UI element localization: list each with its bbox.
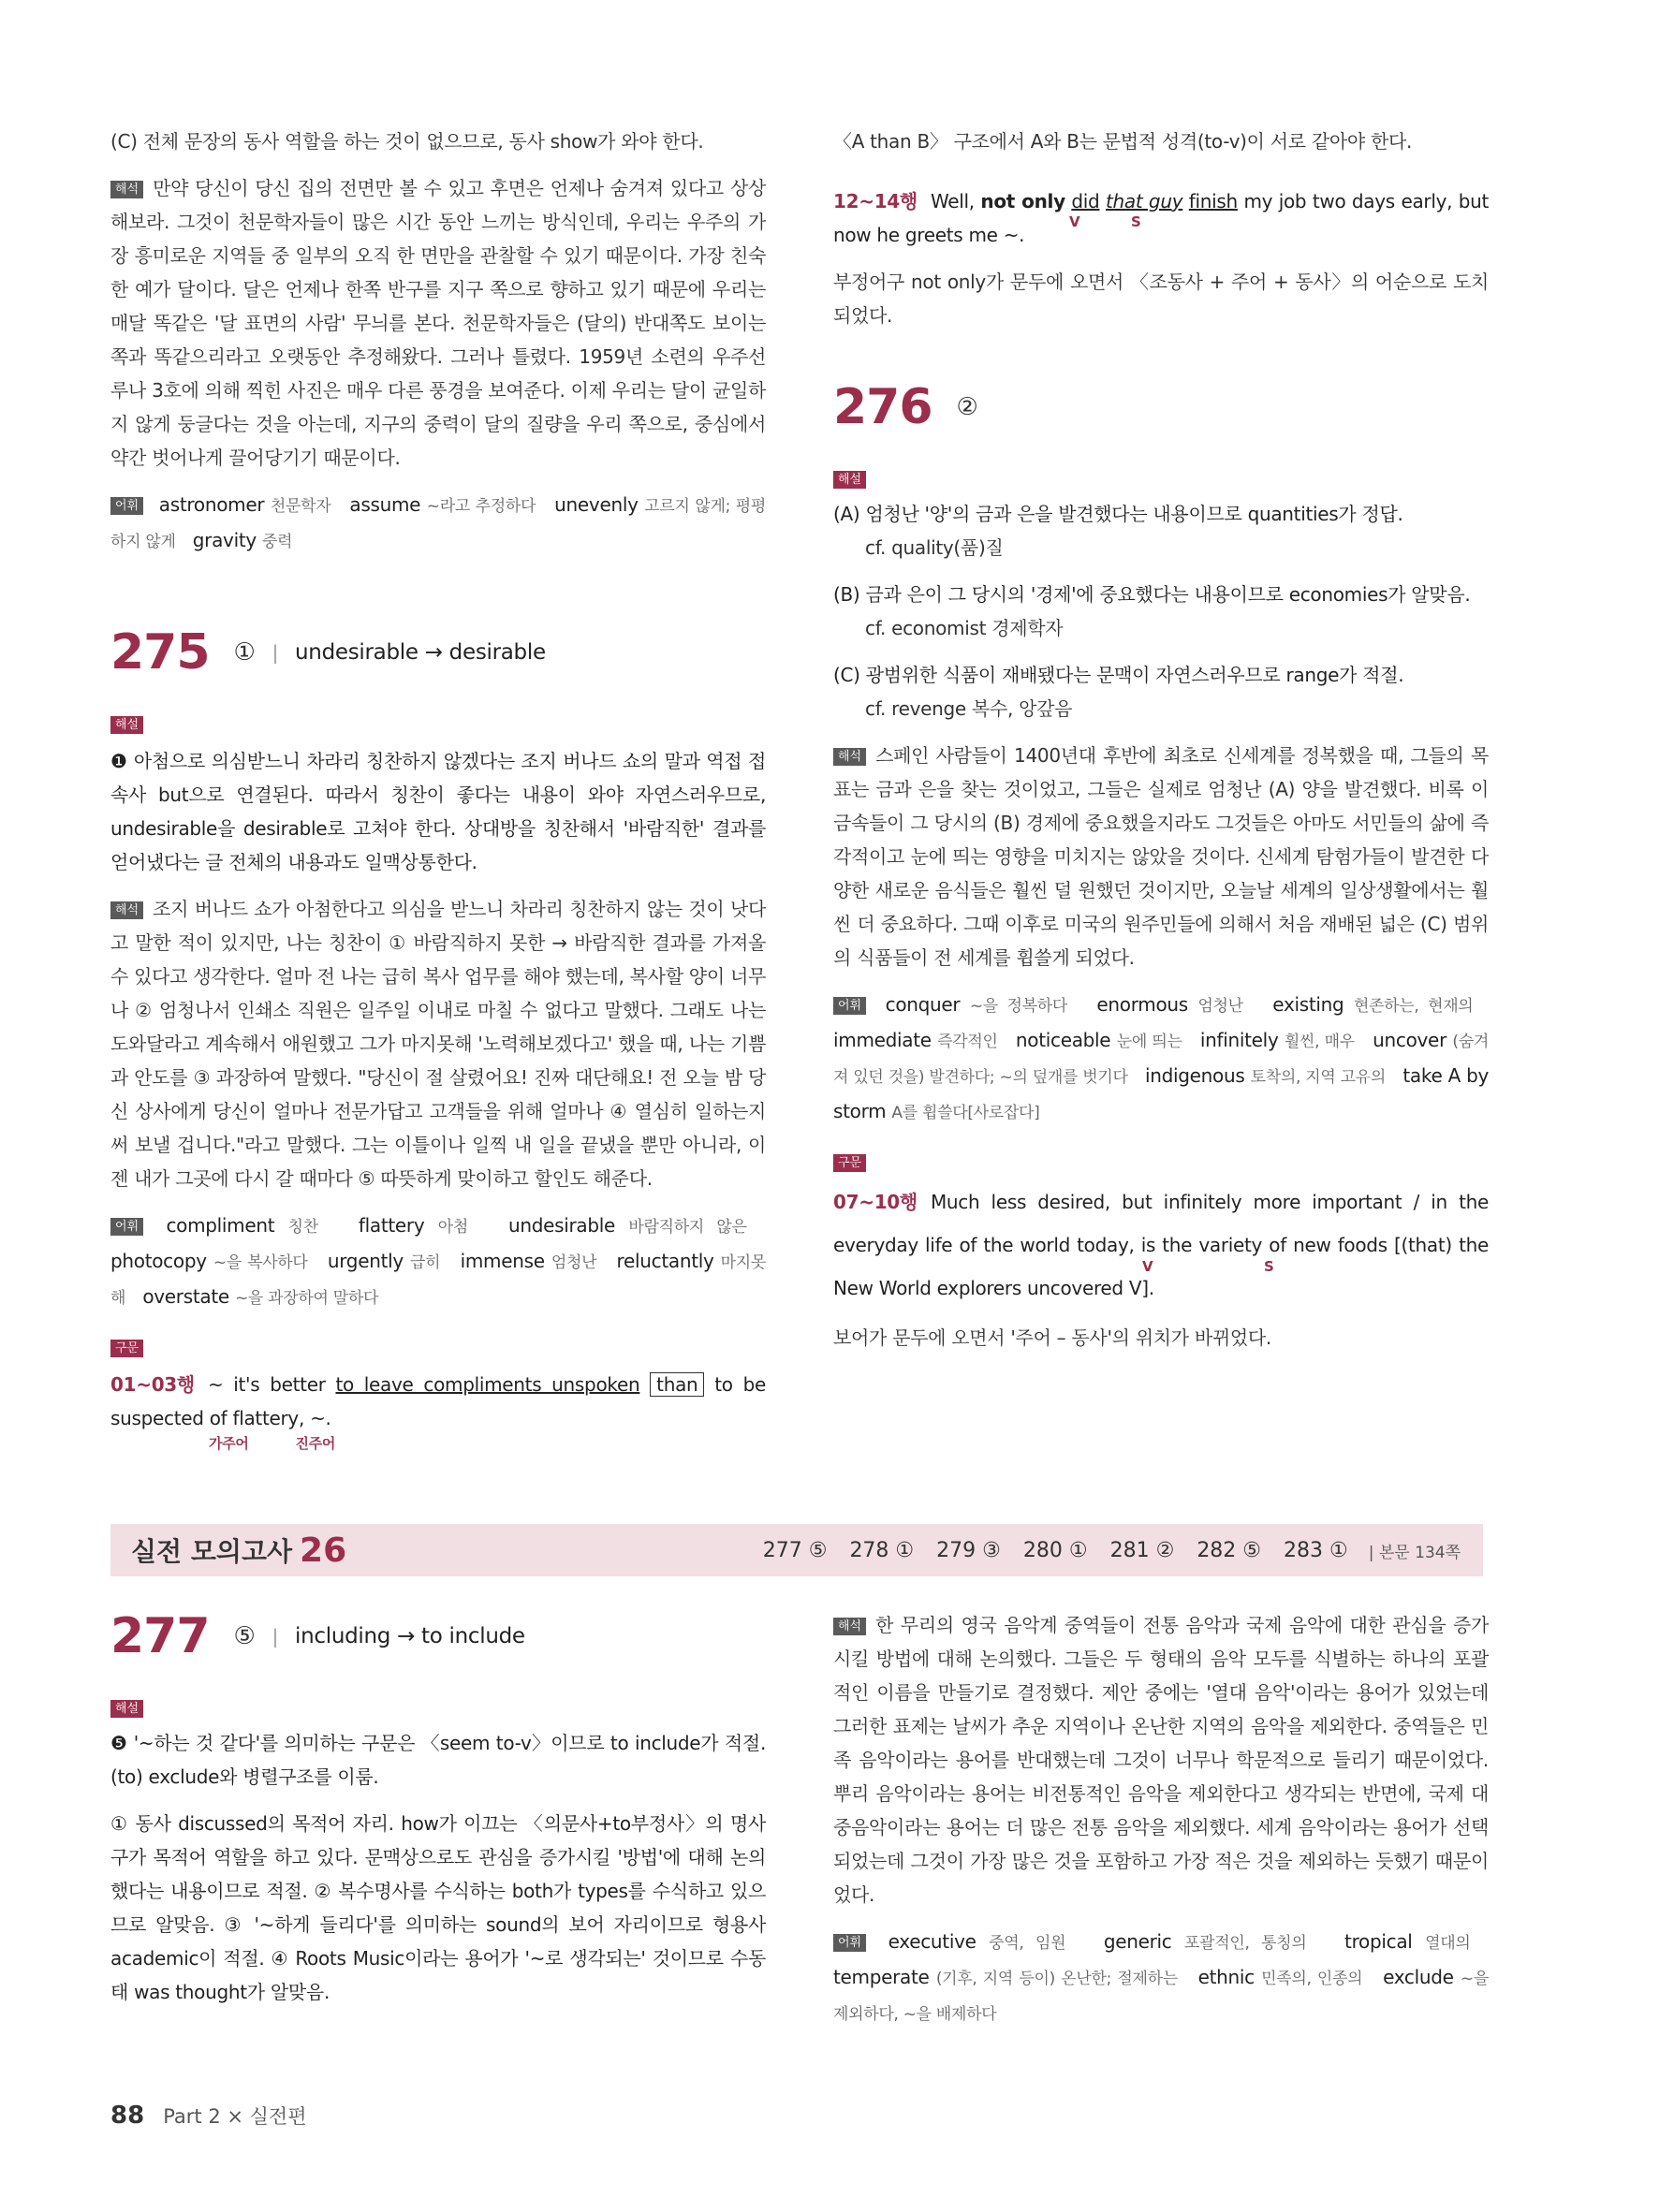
vocab-gloss: (기후, 지역 등이) 온난한; 절제하는 — [935, 1970, 1178, 1988]
vocab-gloss: 급히 — [410, 1253, 441, 1272]
inversion-note: 부정어구 not only가 문두에 오면서 〈조동사 + 주어 + 동사〉의 어순으로 도치되었다. — [833, 271, 1489, 327]
question-277-header — [110, 1608, 766, 1664]
vocab-gloss: 칭찬 — [287, 1218, 318, 1237]
sub-label: 가주어 — [209, 1435, 249, 1452]
line-reference: 01~03행 — [110, 1373, 195, 1396]
structure-sentence — [833, 184, 1489, 252]
vocab-tag: 어휘 — [110, 1218, 143, 1236]
vocab-term: noticeable — [1015, 1029, 1111, 1051]
vocab-tag: 어휘 — [110, 497, 143, 515]
structure-underline: to leave compliments unspoken — [335, 1373, 640, 1396]
vocab-gloss: 엄청난 — [551, 1253, 597, 1272]
explain-b: (B) 금과 은이 그 당시의 '경제'에 중요했다는 내용이므로 economies가 알맞음. — [833, 583, 1471, 606]
vocab-term: enormous — [1096, 993, 1188, 1016]
explain-tag: 해설 — [110, 1700, 143, 1718]
sub-label: 진주어 — [295, 1435, 336, 1452]
line-underline: that guy — [1105, 190, 1183, 212]
answer-key — [763, 1539, 1348, 1562]
section-number: 26 — [300, 1531, 347, 1570]
answer-key-item: 283 ① — [1284, 1538, 1348, 1562]
question-answer: ① — [233, 638, 256, 667]
question-276-header — [833, 379, 1489, 435]
structure-text: Much less desired, but infinitely more important / in the everyday life of the world today, is the variety of new foods [(that) the New World explorers uncovered V]. — [833, 1191, 1489, 1299]
vocab-gloss: 훨씬, 매우 — [1284, 1033, 1355, 1051]
right-column — [833, 125, 1489, 1368]
structure-boxed: than — [650, 1372, 704, 1397]
translation-paragraph — [110, 892, 766, 1195]
vocab-gloss: 천문학자 — [270, 497, 331, 516]
explain-c: (C) 광범위한 식품이 재배됐다는 문맥이 자연스러우므로 range가 적절. — [833, 664, 1404, 686]
question-number: 276 — [833, 379, 932, 435]
header-separator: | — [272, 1625, 279, 1648]
page-number: 88 — [110, 2102, 145, 2130]
vocab-gloss: 중역, 임원 — [989, 1934, 1066, 1953]
vocab-term: temperate — [833, 1966, 930, 1988]
vocab-gloss: 고르지 않게; 평평하지 않게 — [110, 497, 766, 551]
vocab-gloss: (숨겨져 있던 것을) 발견하다; ~의 덮개를 벗기다 — [833, 1033, 1489, 1087]
question-answer: ⑤ — [233, 1622, 256, 1650]
answer-key-item: 281 ② — [1109, 1538, 1175, 1562]
structure-pre: ~ it's better — [207, 1373, 336, 1396]
explain-c-cf: cf. revenge 복수, 앙갚음 — [865, 697, 1073, 720]
vocab-gloss: 아첨 — [437, 1218, 468, 1237]
section-title: 실전 모의고사 — [131, 1536, 293, 1567]
left-bottom-column — [110, 1608, 766, 2022]
structure-sentence — [110, 1368, 766, 1435]
explain-text-2: ① 동사 discussed의 목적어 자리. how가 이끄는 〈의문사+to부정사〉의 명사구가 목적어 역할을 하고 있다. 문맥상으로도 관심을 증가시킬 '방법'에 대해 논의했다는 내용이므로 적절. ② 복수명사를 수식하는 both가 types를 수식하고 있으므로 알맞음. ③ '~하게 들리다'를 의미하는 sound의 보어 자리이므로 형용사 academic이 적절. ④ Roots Music이라는 용어가 '~로 생각되는' 것이므로 수동태 was thought가 알맞음. — [110, 1812, 766, 2003]
vocab-term: ethnic — [1197, 1966, 1255, 1988]
vocab-gloss: ~을 제외하다, ~을 배제하다 — [833, 1970, 1489, 2024]
line-underline: did — [1071, 190, 1100, 212]
question-number: 275 — [110, 624, 210, 681]
sub-label: V — [1069, 213, 1080, 230]
translation-paragraph — [833, 739, 1489, 974]
answer-key-item: 277 ⑤ — [762, 1538, 828, 1562]
answer-key-item: 278 ① — [849, 1538, 915, 1562]
explain-text: ❶ 아첨으로 의심받느니 차라리 칭찬하지 않겠다는 조지 버나드 쇼의 말과 역접 접속사 but으로 연결된다. 따라서 칭찬이 좋다는 내용이 와야 자연스러우므로, undesirable을 desirable로 고쳐야 한다. 상대방을 칭찬해서 '바람직한' 결과를 얻어냈다는 글 전체의 내용과도 일맥상통한다. — [110, 750, 766, 873]
page-reference: | 본문 134쪽 — [1368, 1543, 1461, 1562]
vocab-term: assume — [349, 493, 421, 516]
structure-note: 보어가 문두에 오면서 '주어 – 동사'의 위치가 바뀌었다. — [833, 1326, 1271, 1349]
translation-paragraph — [110, 171, 766, 475]
vocab-term: generic — [1103, 1930, 1172, 1953]
ab-note: 〈A than B〉 구조에서 A와 B는 문법적 성격(to-v)이 서로 같아야 한다. — [833, 130, 1413, 153]
translation-tag: 해석 — [110, 901, 143, 919]
vocab-gloss: 즉각적인 — [937, 1033, 998, 1051]
vocab-term: take A by storm — [833, 1064, 1490, 1122]
line-bold: not only — [980, 190, 1065, 212]
sub-label: S — [1264, 1258, 1274, 1275]
vocab-gloss: 마지못해 — [110, 1253, 767, 1308]
line-pre: Well, — [930, 190, 981, 212]
translation-text: 한 무리의 영국 음악계 중역들이 전통 음악과 국제 음악에 대한 관심을 증가시킬 방법에 대해 논의했다. 그들은 두 형태의 음악 모두를 식별하는 하나의 포괄적인 이름을 만들기로 결정했다. 제안 중에는 '열대 음악'이라는 용어가 있었는데 그러한 표제는 날씨가 추운 지역이나 온난한 지역의 음악을 제외한다. 중역들은 민족 음악이라는 용어를 반대했는데 그것이 너무나 학문적으로 들리기 때문이었다. 뿌리 음악이라는 용어는 비전통적인 음악을 제외한다고 생각되는 반면에, 국제 대중음악이라는 용어는 더 많은 전통 음악을 제외했다. 세계 음악이라는 용어가 선택되었는데 그것이 가장 많은 것을 포함하고 가장 적은 것을 제외하는 듯했기 때문이었다. — [833, 1614, 1489, 1906]
vocab-tag: 어휘 — [833, 1934, 866, 1952]
vocab-term: astronomer — [158, 493, 265, 516]
translation-text: 스페인 사람들이 1400년대 후반에 최초로 신세계를 정복했을 때, 그들의 목표는 금과 은을 찾는 것이었고, 그들은 실제로 엄청난 (A) 양을 발견했다. 비록 이 금속들이 그 당시의 (B) 경제에 중요했을지라도 그것들은 아마도 서민들의 삶에 즉각적이고 눈에 띄는 영향을 미치지는 않았을 것이다. 신세계 탐험가들이 발견한 다양한 새로운 음식들은 훨씬 덜 원했던 것이지만, 오늘날 세계의 일상생활에서는 훨씬 더 중요하다. 그때 이후로 미국의 원주민들에 의해서 처음 재배된 넓은 (C) 범위의 식품들이 전 세계를 휩쓸게 되었다. — [833, 744, 1489, 969]
vocab-term: conquer — [885, 993, 961, 1016]
vocab-term: infinitely — [1199, 1029, 1279, 1051]
explain-tag: 해설 — [833, 471, 866, 489]
question-275-header — [110, 624, 766, 681]
vocab-gloss: 포괄적인, 통칭의 — [1184, 1934, 1307, 1953]
line-underline: finish — [1188, 190, 1238, 212]
line-post: my job two days early, but now he greets me ~. — [833, 190, 1490, 246]
explain-text: ❺ '~하는 것 같다'를 의미하는 구문은 〈seem to-v〉이므로 to include가 적절. (to) exclude와 병렬구조를 이룸. — [110, 1732, 766, 1788]
header-separator: | — [272, 641, 279, 664]
vocab-gloss: 눈에 띄는 — [1116, 1033, 1182, 1051]
vocab-paragraph — [110, 488, 766, 559]
line-reference: 07~10행 — [833, 1191, 918, 1213]
structure-sentence — [833, 1180, 1489, 1310]
vocab-term: executive — [888, 1930, 976, 1953]
vocab-gloss: ~을 과장하여 말하다 — [234, 1289, 379, 1308]
vocab-gloss: 현존하는, 현재의 — [1353, 997, 1474, 1016]
vocab-term: existing — [1272, 993, 1344, 1016]
vocab-gloss: ~라고 추정하다 — [426, 497, 536, 516]
vocab-tag: 어휘 — [833, 997, 866, 1015]
vocab-term: undesirable — [507, 1214, 616, 1237]
vocab-term: immediate — [833, 1029, 932, 1051]
structure-tag: 구문 — [833, 1154, 866, 1172]
c-note: (C) 전체 문장의 동사 역할을 하는 것이 없으므로, 동사 show가 와야 한다. — [110, 130, 704, 153]
vocab-paragraph — [833, 988, 1489, 1130]
vocab-term: flattery — [358, 1214, 425, 1237]
part-label: Part 2 × 실전편 — [163, 2105, 307, 2128]
vocab-paragraph — [833, 1925, 1489, 2031]
vocab-paragraph — [110, 1209, 766, 1315]
translation-text: 조지 버나드 쇼가 아첨한다고 의심을 받느니 차라리 칭찬하지 않는 것이 낫다고 말한 적이 있지만, 나는 칭찬이 ① 바람직하지 못한 → 바람직한 결과를 가져올 수 있다고 생각한다. 얼마 전 나는 급히 복사 업무를 해야 했는데, 복사할 양이 너무나 ② 엄청나서 인쇄소 직원은 일주일 이내로 마칠 수 없다고 말했다. 그래도 나는 도와달라고 계속해서 애원했고 그가 마지못해 '노력해보겠다고' 했을 때, 나는 기쁨과 안도를 ③ 과장하여 말했다. "당신이 절 살렸어요! 진짜 대단해요! 전 오늘 밤 당신 상사에게 당신이 얼마나 전문가답고 고객들을 위해 얼마나 ④ 열심히 일하는지 써 보낼 겁니다."라고 말했다. 그는 이틀이나 일찍 내 일을 끝냈을 뿐만 아니라, 이젠 내가 그곳에 다시 갈 때마다 ⑤ 따뜻하게 맞이하고 할인도 해준다. — [110, 898, 766, 1190]
vocab-term: uncover — [1373, 1029, 1446, 1051]
explain-a: (A) 엄청난 '양'의 금과 은을 발견했다는 내용이므로 quantities가 정답. — [833, 503, 1403, 525]
sub-label: S — [1131, 213, 1141, 230]
structure-subscripts — [110, 1435, 766, 1452]
vocab-gloss: 바람직하지 않은 — [628, 1218, 747, 1237]
translation-tag: 해석 — [833, 748, 866, 766]
vocab-term: compliment — [166, 1214, 275, 1237]
structure-mid: to be suspected — [110, 1373, 766, 1429]
line-reference: 12~14행 — [833, 190, 918, 212]
vocab-gloss: ~을 정복하다 — [969, 997, 1067, 1016]
structure-post: of flattery, ~. — [203, 1407, 331, 1429]
explain-a-cf: cf. quality(품)질 — [865, 536, 1004, 559]
vocab-term: indigenous — [1145, 1064, 1245, 1087]
left-column — [110, 125, 766, 1452]
translation-text: 만약 당신이 당신 집의 전면만 볼 수 있고 후면은 언제나 숨겨져 있다고 상상해보라. 그것이 천문학자들이 많은 시간 동안 느끼는 방식인데, 우리는 우주의 가장 흥미로운 지역들 중 일부의 오직 한 면만을 관찰할 수 있기 때문이다. 가장 친숙한 예가 달이다. 달은 언제나 한쪽 반구를 지구 쪽으로 향하고 있기 때문에 우리는 매달 똑같은 '달 표면의 사람' 무늬를 본다. 천문학자들은 (달의) 반대쪽도 보이는 쪽과 똑같으리라고 오랫동안 추정해왔다. 그러나 틀렸다. 1959년 소련의 우주선 루나 3호에 의해 찍힌 사진은 매우 다른 풍경을 보여준다. 이제 우리는 달이 균일하지 않게 둥글다는 것을 아는데, 지구의 중력이 달의 질량을 우리 쪽으로, 중심에서 약간 벗어나게 끌어당기기 때문이다. — [110, 177, 766, 469]
vocab-term: tropical — [1344, 1930, 1413, 1953]
sub-label: V — [1142, 1258, 1153, 1275]
correction: undesirable → desirable — [295, 640, 546, 665]
translation-paragraph — [833, 1608, 1489, 1912]
explain-b-cf: cf. economist 경제학자 — [865, 617, 1064, 639]
translation-tag: 해석 — [110, 181, 143, 198]
vocab-gloss: ~을 복사하다 — [213, 1253, 308, 1272]
vocab-term: reluctantly — [616, 1250, 714, 1272]
vocab-term: immense — [460, 1250, 545, 1272]
explain-tag: 해설 — [110, 716, 143, 734]
vocab-term: exclude — [1383, 1966, 1454, 1988]
vocab-gloss: 민족의, 인종의 — [1261, 1970, 1363, 1988]
answer-key-item: 282 ⑤ — [1197, 1538, 1262, 1562]
question-answer: ② — [956, 393, 978, 421]
vocab-gloss: 열대의 — [1425, 1934, 1471, 1953]
question-number: 277 — [110, 1608, 210, 1664]
answer-key-item: 279 ③ — [936, 1538, 1001, 1562]
vocab-gloss: A를 휩쓸다[사로잡다] — [891, 1104, 1040, 1122]
section-bar — [110, 1524, 1483, 1576]
structure-tag: 구문 — [110, 1340, 143, 1357]
answer-key-item: 280 ① — [1022, 1538, 1088, 1562]
vocab-gloss: 엄청난 — [1197, 997, 1243, 1016]
vocab-term: gravity — [192, 529, 257, 551]
vocab-term: unevenly — [554, 493, 639, 516]
correction: including → to include — [295, 1624, 525, 1648]
vocab-term: overstate — [142, 1285, 229, 1308]
right-bottom-column — [833, 1608, 1489, 2044]
vocab-term: urgently — [327, 1250, 404, 1272]
vocab-term: photocopy — [110, 1250, 207, 1272]
page-footer — [110, 2102, 306, 2130]
vocab-gloss: 토착의, 지역 고유의 — [1250, 1068, 1387, 1087]
vocab-gloss: 중력 — [262, 533, 293, 551]
translation-tag: 해석 — [833, 1618, 866, 1635]
